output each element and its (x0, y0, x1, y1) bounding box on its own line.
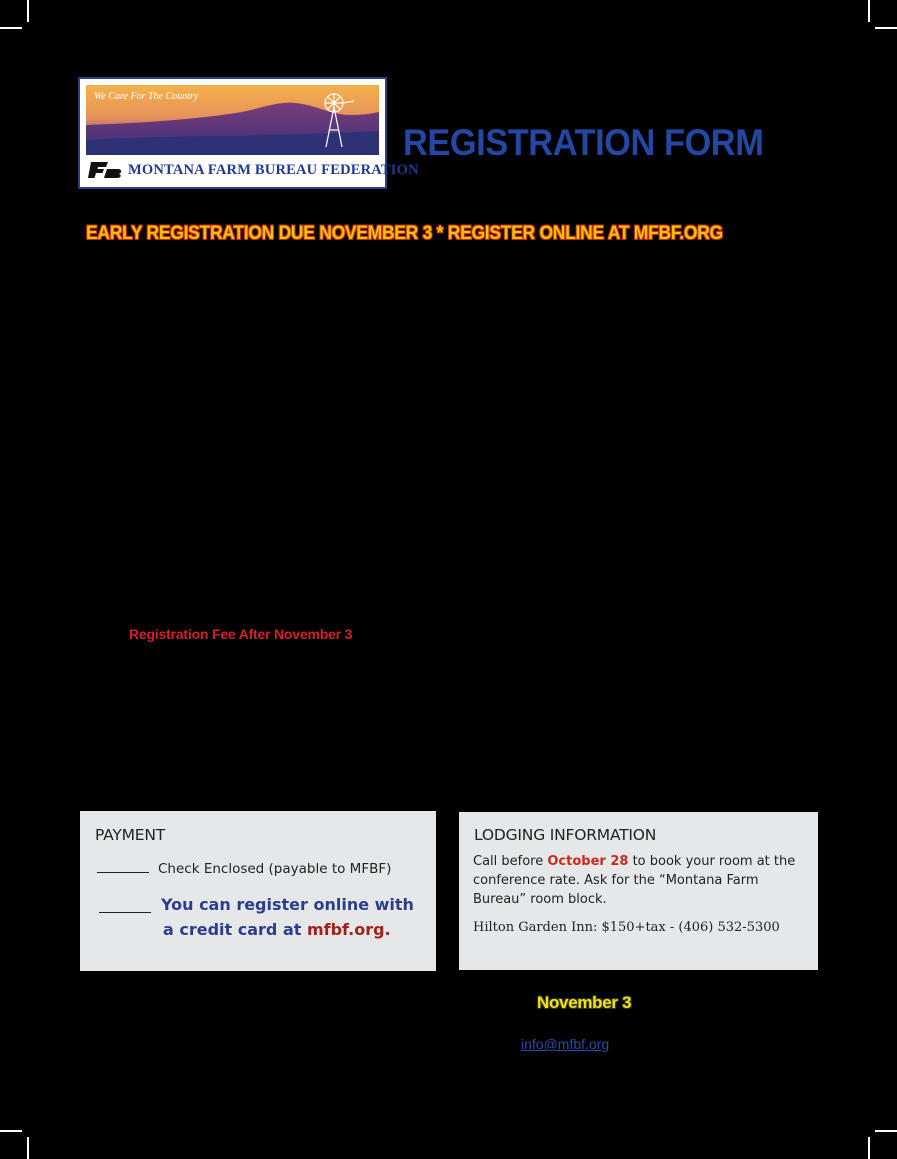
lodging-panel (459, 812, 818, 970)
logo-org-name: MONTANA FARM BUREAU FEDERATION (128, 161, 419, 178)
farm-bureau-mark-icon (88, 160, 122, 180)
online-blank-line[interactable] (99, 910, 151, 913)
check-blank-line[interactable] (97, 870, 149, 873)
crop-mark (868, 0, 870, 22)
lodging-description (473, 852, 803, 909)
check-enclosed-label: Check Enclosed (payable to MFBF) (158, 861, 392, 877)
online-note-line2 (161, 917, 414, 942)
late-registration-fee-label: Registration Fee After November 3 (129, 626, 353, 642)
crop-mark (0, 27, 22, 29)
online-registration-note (161, 892, 414, 942)
crop-mark (0, 1130, 22, 1132)
crop-mark (27, 0, 29, 22)
crop-mark (27, 1137, 29, 1159)
payment-panel (80, 811, 436, 971)
logo-tagline: We Care For The Country (94, 91, 199, 102)
early-registration-banner: EARLY REGISTRATION DUE NOVEMBER 3 * REGISTER ONLINE AT MFBF.ORG (86, 223, 723, 244)
online-note-prefix: a credit card at (163, 920, 307, 939)
hotel-info: Hilton Garden Inn: $150+tax - (406) 532-5300 (473, 920, 780, 935)
logo-wordmark (86, 157, 419, 183)
payment-title: PAYMENT (95, 826, 166, 844)
check-enclosed-option[interactable] (97, 861, 391, 877)
lodging-text-prefix: Call before (473, 854, 548, 869)
lodging-deadline-date: October 28 (547, 854, 629, 869)
logo-landscape-image (86, 85, 379, 155)
crop-mark (868, 1137, 870, 1159)
registration-deadline: November 3 (537, 993, 632, 1012)
mfbf-website-link[interactable]: mfbf.org. (306, 920, 391, 939)
online-note-line1: You can register online with (161, 895, 414, 914)
crop-mark (875, 27, 897, 29)
page-title: REGISTRATION FORM (403, 122, 764, 163)
lodging-title: LODGING INFORMATION (474, 826, 657, 844)
crop-mark (875, 1130, 897, 1132)
lodging-text-suffix: to book your room at the conference rate. Ask for the “Montana Farm Bureau” room block. (473, 854, 796, 907)
mfbf-logo (78, 77, 419, 189)
contact-email-link[interactable]: info@mfbf.org (521, 1036, 610, 1052)
